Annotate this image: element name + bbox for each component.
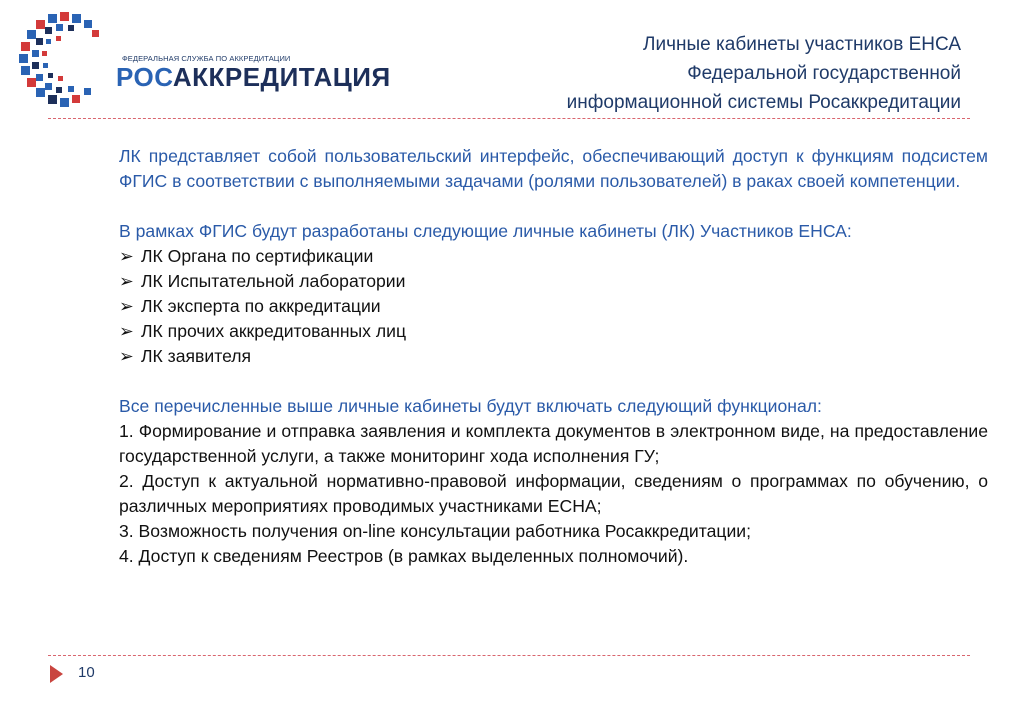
- list-item: [119, 294, 988, 319]
- function-item-1: 1. Формирование и отправка заявления и комплекта документов в электронном виде, на предоставление государственной услуги, а также мониторинг хода исполнения ГУ;: [119, 421, 988, 466]
- triangle-arrow-icon: [50, 665, 63, 683]
- function-item-3: 3. Возможность получения on-line консультации работника Росаккредитации;: [119, 521, 752, 541]
- cabinets-heading: В рамках ФГИС будут разработаны следующие личные кабинеты (ЛК) Участников ЕНСА:: [119, 221, 852, 241]
- list-item: [119, 344, 988, 369]
- logo-word-part1: РОС: [116, 62, 173, 92]
- list-item-label: ЛК Испытательной лаборатории: [141, 271, 406, 291]
- logo-caption: ФЕДЕРАЛЬНАЯ СЛУЖБА ПО АККРЕДИТАЦИИ: [122, 54, 291, 63]
- footer-divider: [48, 655, 970, 656]
- list-item: [119, 269, 988, 294]
- list-item-label: ЛК Органа по сертификации: [141, 246, 374, 266]
- spacer: [119, 369, 988, 394]
- arrow-bullet-icon: ➢: [119, 246, 134, 266]
- list-item-label: ЛК эксперта по аккредитации: [141, 296, 381, 316]
- page-number: 10: [78, 664, 95, 681]
- list-item: [119, 244, 988, 269]
- arrow-bullet-icon: ➢: [119, 296, 134, 316]
- arrow-bullet-icon: ➢: [119, 346, 134, 366]
- function-item-2: 2. Доступ к актуальной нормативно-правовой информации, сведениям о программах по обучению, о различных мероприятиях проводимых участниками ЕСНА;: [119, 471, 988, 516]
- logo-emblem-icon: [18, 12, 118, 110]
- title-line-3: информационной системы Росаккредитации: [566, 92, 961, 113]
- header-divider: [48, 118, 970, 119]
- page-title: [401, 30, 961, 117]
- slide-body: [119, 144, 988, 569]
- title-line-2: Федеральной государственной: [687, 63, 961, 84]
- logo-wordmark: [116, 62, 391, 92]
- function-item-4: 4. Доступ к сведениям Реестров (в рамках выделенных полномочий).: [119, 546, 689, 566]
- rosaccreditation-logo: [18, 12, 391, 110]
- arrow-bullet-icon: ➢: [119, 271, 134, 291]
- spacer: [119, 194, 988, 219]
- title-line-1: Личные кабинеты участников ЕНСА: [643, 34, 961, 55]
- arrow-bullet-icon: ➢: [119, 321, 134, 341]
- functions-heading: Все перечисленные выше личные кабинеты будут включать следующий функционал:: [119, 396, 822, 416]
- list-item: [119, 319, 988, 344]
- intro-paragraph: ЛК представляет собой пользовательский интерфейс, обеспечивающий доступ к функциям подсистем ФГИС в соответствии с выполняемыми задачами (ролями пользователей) в раках своей компетенции.: [119, 146, 988, 191]
- logo-word-part2: АККРЕДИТАЦИЯ: [172, 62, 391, 92]
- list-item-label: ЛК заявителя: [141, 346, 252, 366]
- list-item-label: ЛК прочих аккредитованных лиц: [141, 321, 407, 341]
